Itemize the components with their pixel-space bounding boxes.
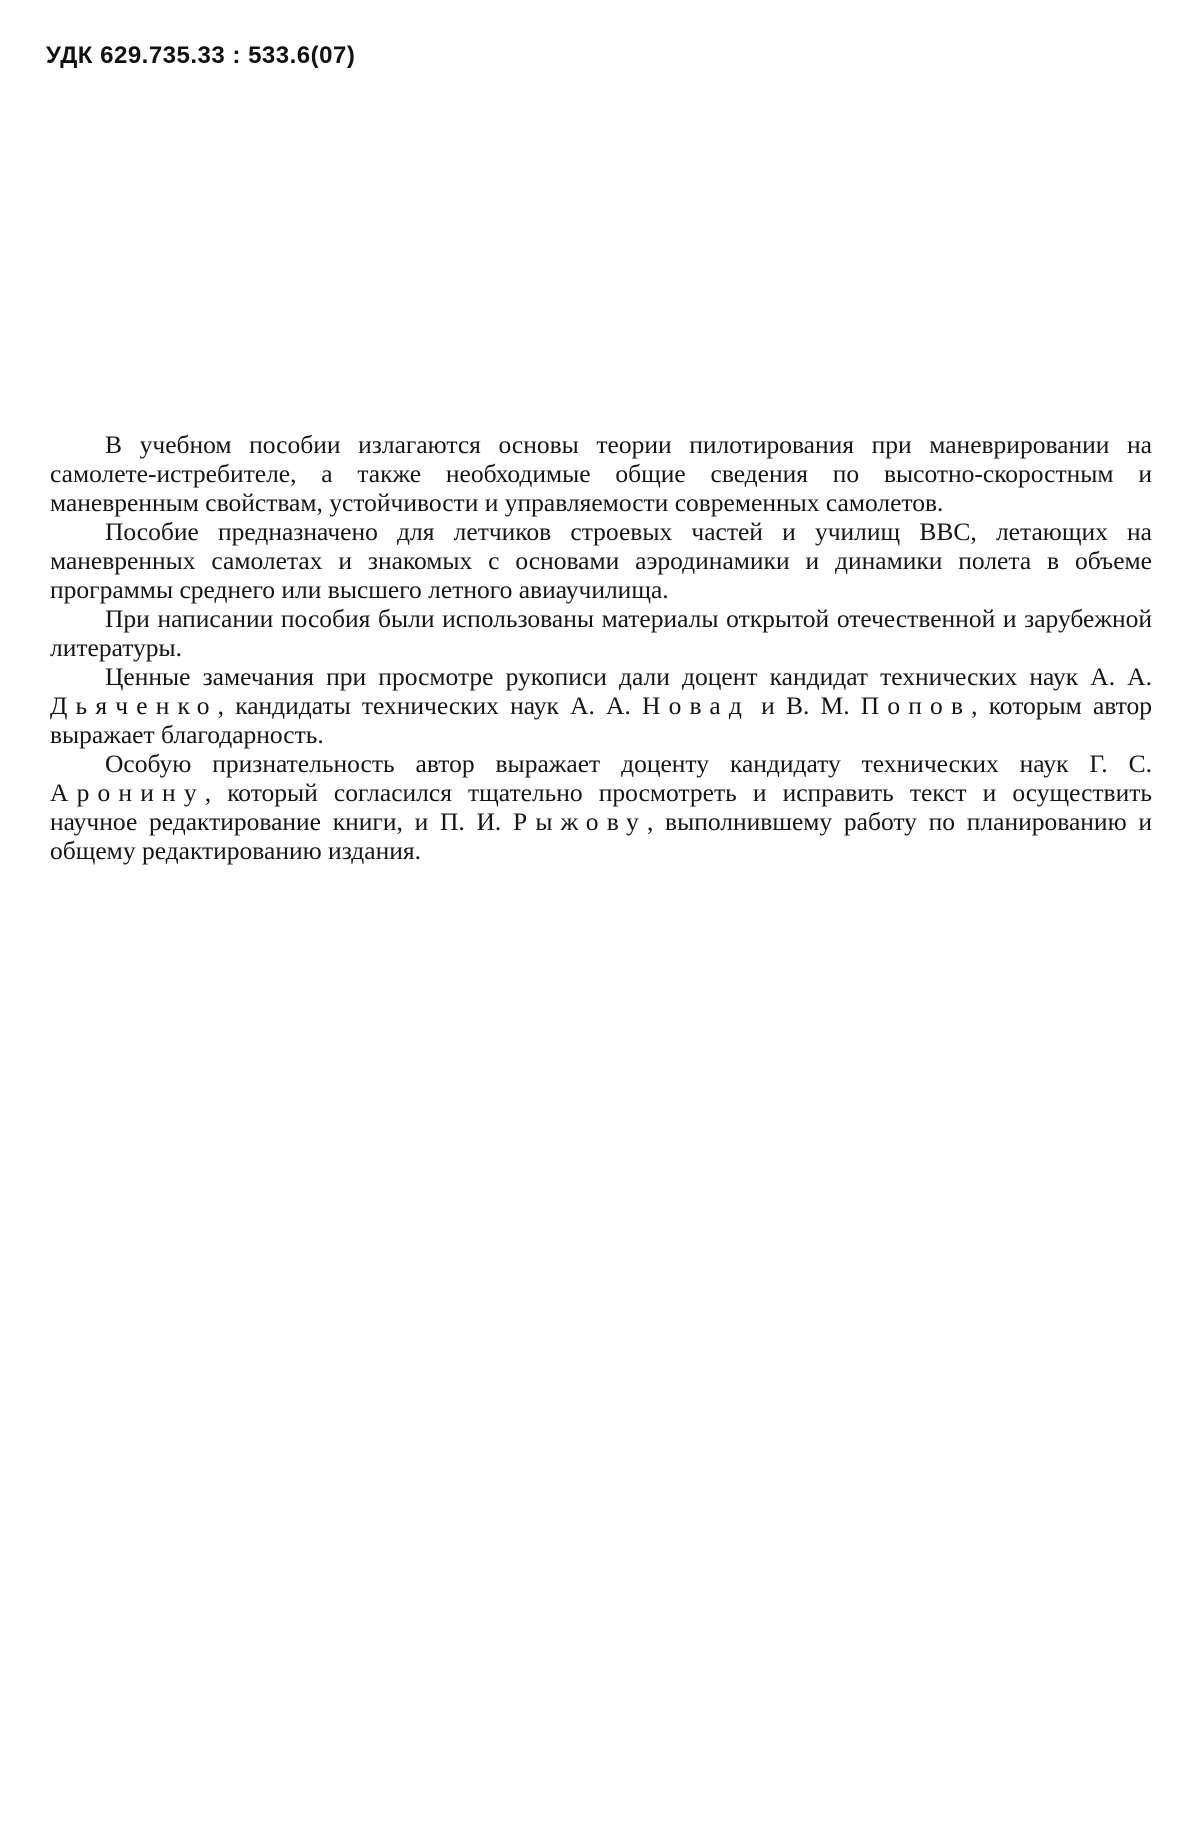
editor-name-1: Аронину [50,778,205,807]
paragraph-4-text-2: , кандидаты технических наук А. А. [217,691,643,720]
paragraph-4-text-1: Ценные замечания при просмотре рукописи дали доцент кандидат технических наук А. А. [105,662,1152,691]
paragraph-4-text-3: и В. М. [749,691,861,720]
paragraph-5-text-3: , выполнившему работу по планированию и общему редактированию издания. [50,807,1152,865]
annotation-text [50,430,1152,865]
reviewer-name-1: Дьяченко [50,691,218,720]
editor-name-2: Рыжову [513,807,647,836]
paragraph-4-text-4: , которым автор выражает благодарность. [50,691,1152,749]
paragraph-1: В учебном пособии излагаются основы теории пилотирования при маневрировании на самолете-истребителе, а также необходимые общие сведения по высотно-скоростным и маневренным свойствам, устойчивости и управляемости современных самолетов. [50,430,1152,517]
reviewer-name-3: Попов [860,691,972,720]
paragraph-5-text-1: Особую признательность автор выражает доценту кандидату технических наук Г. С. [105,749,1152,778]
paragraph-5 [50,749,1152,865]
paragraph-2: Пособие предназначено для летчиков строевых частей и училищ ВВС, летающих на маневренных самолетах и знакомых с основами аэродинамики и динамики полета в объеме программы среднего или высшего летного авиаучилища. [50,517,1152,604]
paragraph-3: При написании пособия были использованы материалы открытой отечественной и зарубежной литературы. [50,604,1152,662]
paragraph-4 [50,662,1152,749]
udc-code: УДК 629.735.33 : 533.6(07) [46,42,356,69]
reviewer-name-2: Новад [642,691,750,720]
paragraph-5-text-2: , который согласился тщательно просмотреть и исправить текст и осуществить научное редактирование книги, и П. И. [50,778,1152,836]
